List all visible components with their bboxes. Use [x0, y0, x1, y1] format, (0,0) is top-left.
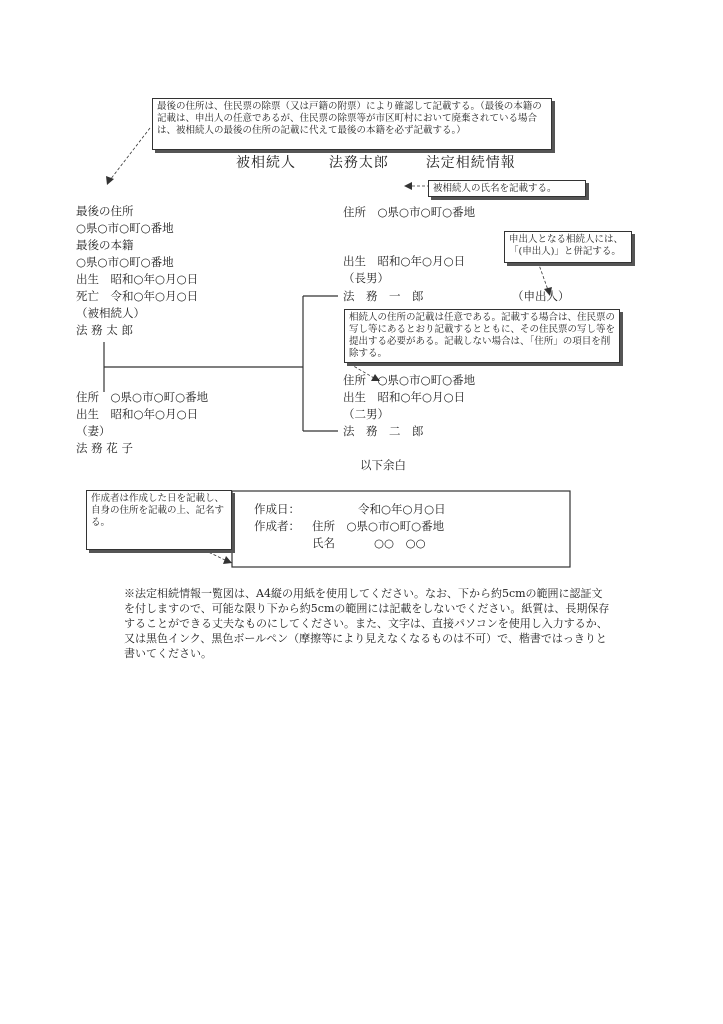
- decedent-death: 死亡 令和○年○月○日: [76, 289, 199, 303]
- spouse-address: 住所 ○県○市○町○番地: [76, 390, 209, 404]
- child1-address: 住所 ○県○市○町○番地: [343, 205, 476, 219]
- decedent-last-domicile-label: 最後の本籍: [76, 238, 134, 252]
- note-heir-address: 相続人の住所の記載は任意である。記載する場合は、住民票の写し等にあるとおり記載するとともに、その住民票の写し等を提出する必要がある。記載しない場合は、「住所」の項目を削除する。: [344, 309, 620, 363]
- child2-name: 法 務 二 郎: [343, 424, 424, 438]
- child1-name: 法 務 一 郎: [343, 289, 424, 303]
- creator-name-label: 氏名: [312, 536, 335, 550]
- title-decedent-name: 法務太郎: [328, 155, 389, 171]
- child2-birth: 出生 昭和○年○月○日: [343, 390, 466, 404]
- note-last-address: 最後の住所は、住民票の除票（又は戸籍の附票）により確認して記載する。（最後の本籍の記載は、申出人の任意であるが、住民票の除票等が市区町村において廃棄されている場合は、被相続人の最後の住所の記載に代えて最後の本籍を必ず記載する。）: [152, 98, 552, 150]
- creator-date-label: 作成日：: [254, 502, 300, 516]
- decedent-block: [76, 204, 198, 340]
- note-applicant: 申出人となる相続人には、「(申出人)」と併記する。: [504, 231, 632, 263]
- creator-date-value: 令和○年○月○日: [358, 502, 446, 516]
- note-decedent-name: 被相続人の氏名を記載する。: [428, 180, 586, 197]
- child1-role: （長男）: [343, 271, 389, 285]
- spouse-name: 法 務 花 子: [76, 441, 133, 455]
- spouse-block: [76, 390, 208, 458]
- child1-birth: 出生 昭和○年○月○日: [343, 254, 466, 268]
- decedent-last-domicile: ○県○市○町○番地: [76, 255, 174, 269]
- spouse-role: （妻）: [76, 424, 111, 438]
- decedent-last-address: ○県○市○町○番地: [76, 221, 174, 235]
- child2-role: （二男）: [343, 407, 389, 421]
- title-heading: 法定相続情報: [425, 155, 516, 171]
- child1-applicant-tag: （申出人）: [512, 289, 570, 303]
- note-creator: 作成者は作成した日を記載し、自身の住所を記載の上、記名する。: [86, 490, 232, 550]
- child2-block: [343, 373, 475, 441]
- creator-label: 作成者：: [254, 519, 300, 533]
- decedent-last-address-label: 最後の住所: [76, 204, 134, 218]
- end-marker: 以下余白: [360, 458, 406, 472]
- title-decedent-label: 被相続人: [236, 155, 296, 171]
- decedent-role: （被相続人）: [76, 306, 145, 320]
- decedent-name: 法 務 太 郎: [76, 323, 133, 337]
- document-title: [236, 152, 516, 172]
- creator-name-value: ○○ ○○: [374, 536, 426, 550]
- child2-address: 住所 ○県○市○町○番地: [343, 373, 476, 387]
- decedent-birth: 出生 昭和○年○月○日: [76, 272, 199, 286]
- creator-address: 住所 ○県○市○町○番地: [312, 519, 445, 533]
- footnote: ※法定相続情報一覧図は、A4縦の用紙を使用してください。なお、下から約5cmの範囲に認証文を付しますので、可能な限り下から約5cmの範囲には記載をしないでください。紙質は、長期保存することができる丈夫なものにしてください。また、文字は、直接パソコンを使用し入力するか、又は黒色インク、黒色ボールペン（摩擦等により見えなくなるものは不可）で、楷書ではっきりと書いてください。: [124, 587, 610, 660]
- spouse-birth: 出生 昭和○年○月○日: [76, 407, 199, 421]
